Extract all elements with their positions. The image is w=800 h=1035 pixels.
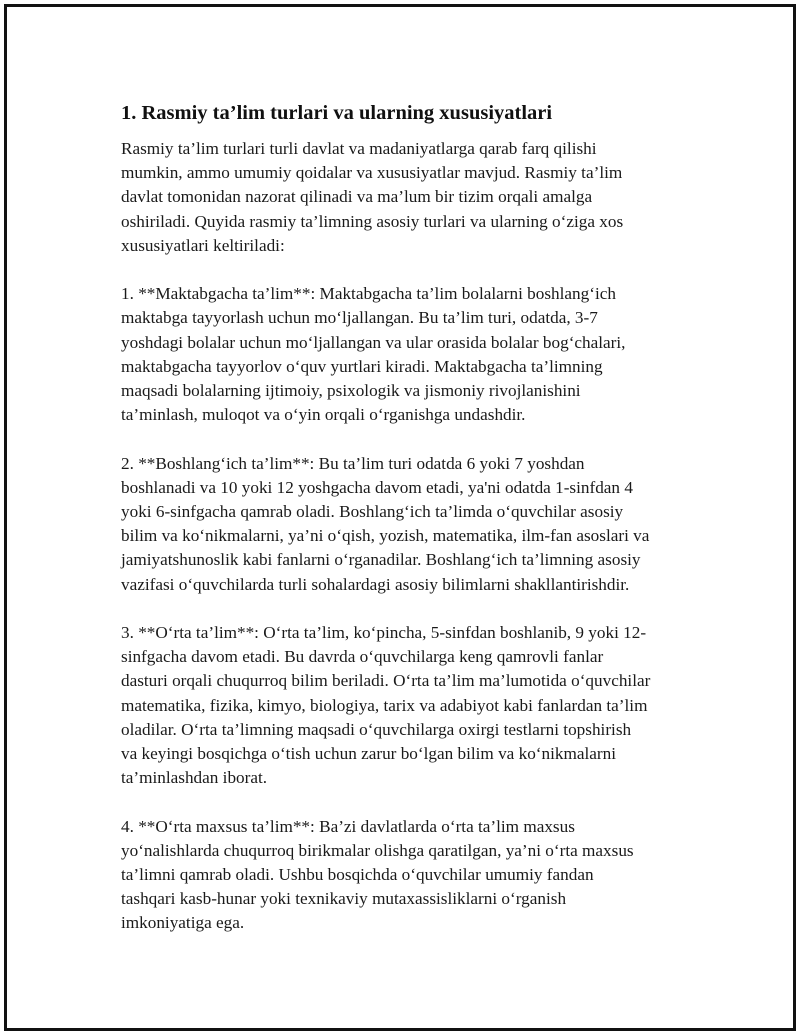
paragraph-primary-education: 2. **Boshlang‘ich ta’lim**: Bu ta’lim turi odatda 6 yoki 7 yoshdan boshlanadi va 10 yoki 12 yoshgacha davom etadi, ya'ni odatda 1-sinfdan 4 yoki 6-sinfgacha qamrab oladi. Boshlang‘ich ta’limda o‘quvchilar asosiy bilim va ko‘nikmalarni, ya’ni o‘qish, yozish, matematika, ilm-fan asoslari va jamiyatshunoslik kabi fanlarni o‘rganadilar. Boshlang‘ich ta’limning asosiy vazifasi o‘quvchilarda turli sohalardagi asosiy bilimlarni shakllantirishdir. bbox=[121, 453, 650, 594]
page-frame bbox=[4, 4, 796, 1031]
section-heading: 1. Rasmiy ta’lim turlari va ularning xususiyatlari bbox=[121, 102, 553, 124]
paragraph-preschool-education: 1. **Maktabgacha ta’lim**: Maktabgacha ta’lim bolalarni boshlang‘ich maktabga tayyorlash uchun mo‘ljallangan. Bu ta’lim turi, odatda, 3-7 yoshdagi bolalar uchun mo‘ljallangan va ular orasida bolalar bog‘chalari, maktabgacha tayyorlov o‘quv yurtlari kiradi. Maktabgacha ta’limning maqsadi bolalarning ijtimoiy, psixologik va jismoniy rivojlanishini ta’minlash, muloqot va o‘yin orqali o‘rganishga undashdir. bbox=[121, 284, 626, 425]
paragraph-secondary-education: 3. **O‘rta ta’lim**: O‘rta ta’lim, ko‘pincha, 5-sinfdan boshlanib, 9 yoki 12- sinfgacha davom etadi. Bu davrda o‘quvchilarga keng qamrovli fanlar dasturi orqali chuqurroq bilim beriladi. O‘rta ta’lim ma’lumotida o‘quvchilar matematika, fizika, kimyo, biologiya, tarix va adabiyot kabi fanlardan ta’lim oladilar. O‘rta ta’limning maqsadi o‘quvchilarga oxirgi testlarni topshirish va keyingi bosqichga o‘tish uchun zarur bo‘lgan bilim va ko‘nikmalarni ta’minlashdan iborat. bbox=[121, 623, 651, 788]
document-body bbox=[121, 99, 711, 936]
intro-paragraph: Rasmiy ta’lim turlari turli davlat va madaniyatlarga qarab farq qilishi mumkin, ammo umumiy qoidalar va xususiyatlar mavjud. Rasmiy ta’lim davlat tomonidan nazorat qilinadi va ma’lum bir tizim orqali amalga oshiriladi. Quyida rasmiy ta’limning asosiy turlari va ularning o‘ziga xos xususiyatlari keltiriladi: bbox=[121, 139, 624, 255]
paragraph-specialized-secondary-education: 4. **O‘rta maxsus ta’lim**: Ba’zi davlatlarda o‘rta ta’lim maxsus yo‘nalishlarda chuqurroq birikmalar olishga qaratilgan, ya’ni o‘rta maxsus ta’limni qamrab oladi. Ushbu bosqichda o‘quvchilar umumiy fandan tashqari kasb-hunar yoki texnikaviy mutaxassisliklarni o‘rganish imkoniyatiga ega. bbox=[121, 816, 634, 933]
